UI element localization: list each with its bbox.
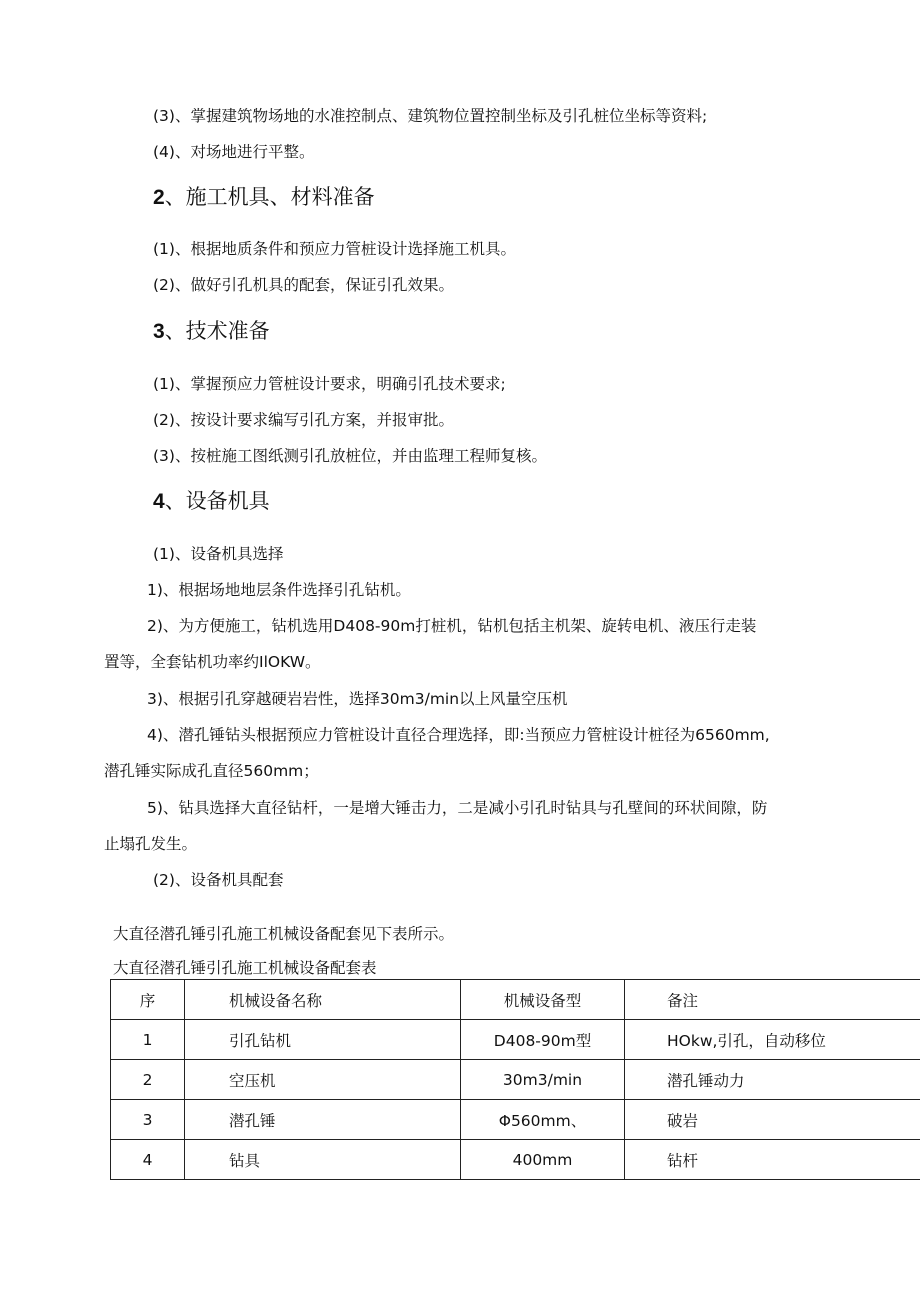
cell-remarks: 潜孔锤动力: [625, 1060, 920, 1100]
table-caption: 大直径潜孔锤引孔施工机械设备配套表: [113, 959, 377, 977]
cell-name: 潜孔锤: [185, 1100, 461, 1140]
section-title: 、施工机具、材料准备: [164, 185, 375, 209]
cell-index: 1: [111, 1020, 185, 1060]
paragraph-hammer-bit-line2: 潜孔锤实际成孔直径560mm；: [104, 762, 319, 780]
cell-index: 4: [111, 1140, 185, 1180]
section-number: 2: [153, 186, 165, 209]
cell-remarks: 钻杆: [625, 1140, 920, 1180]
list-item-select-machinery: (1)、根据地质条件和预应力管桩设计选择施工机具。: [153, 240, 516, 258]
cell-remarks: HOkw,引孔，自动移位: [625, 1020, 920, 1060]
header-cell-name: 机械设备名称: [185, 980, 461, 1020]
cell-index: 2: [111, 1060, 185, 1100]
subsection-equipment-matching: (2)、设备机具配套: [153, 871, 284, 889]
subsection-equipment-selection: (1)、设备机具选择: [153, 545, 284, 563]
paragraph-air-compressor: 3)、根据引孔穿越硬岩岩性，选择30m3∕min以上风量空压机: [147, 690, 568, 708]
cell-model: Φ560mm、: [461, 1100, 625, 1140]
list-item-site-control-points: (3)、掌握建筑物场地的水准控制点、建筑物位置控制坐标及引孔桩位坐标等资料;: [153, 107, 708, 125]
table-row: [111, 1020, 920, 1060]
section-title: 、设备机具: [164, 489, 270, 513]
table-row: [111, 1140, 920, 1180]
list-item-machinery-matching: (2)、做好引孔机具的配套，保证引孔效果。: [153, 276, 454, 294]
list-item-pile-position-survey: (3)、按桩施工图纸测引孔放桩位，并由监理工程师复核。: [153, 447, 547, 465]
paragraph-drill-rod-line1: 5)、钻具选择大直径钻杆，一是增大锤击力，二是减小引孔时钻具与孔壁间的环状间隙，防: [147, 799, 768, 817]
section-number: 3: [153, 320, 165, 343]
table-row: [111, 1060, 920, 1100]
cell-remarks: 破岩: [625, 1100, 920, 1140]
section-heading-equipment-materials: [153, 184, 375, 211]
paragraph-drill-rod-line2: 止塌孔发生。: [104, 835, 198, 853]
list-item-site-leveling: (4)、对场地进行平整。: [153, 143, 315, 161]
paragraph-hammer-bit-line1: 4)、潜孔锤钻头根据预应力管桩设计直径合理选择，即:当预应力管桩设计桩径为6560mm,: [147, 726, 770, 744]
cell-model: D408-90m型: [461, 1020, 625, 1060]
section-title: 、技术准备: [164, 319, 270, 343]
table-row: [111, 1100, 920, 1140]
paragraph-drill-rig-line2: 置等，全套钻机功率约IlOKW。: [104, 653, 321, 671]
header-cell-remarks: 备注: [625, 980, 920, 1020]
cell-name: 空压机: [185, 1060, 461, 1100]
section-number: 4: [153, 490, 165, 513]
cell-name: 引孔钻机: [185, 1020, 461, 1060]
cell-index: 3: [111, 1100, 185, 1140]
table-intro: 大直径潜孔锤引孔施工机械设备配套见下表所示。: [113, 925, 455, 943]
section-heading-technical-preparation: [153, 318, 270, 345]
header-cell-model: 机械设备型: [461, 980, 625, 1020]
header-cell-index: 序: [111, 980, 185, 1020]
paragraph-drill-rig-line1: 2)、为方便施工，钻机选用D408-90m打桩机，钻机包括主机架、旋转电机、液压行走装: [147, 617, 757, 635]
table-header-row: [111, 980, 920, 1020]
cell-model: 400mm: [461, 1140, 625, 1180]
section-heading-equipment: [153, 488, 270, 515]
paragraph-drill-selection: 1)、根据场地地层条件选择引孔钻机。: [147, 581, 411, 599]
equipment-table: [110, 979, 920, 1180]
cell-name: 钻具: [185, 1140, 461, 1180]
list-item-drilling-plan: (2)、按设计要求编写引孔方案，并报审批。: [153, 411, 454, 429]
cell-model: 30m3∕min: [461, 1060, 625, 1100]
list-item-design-requirements: (1)、掌握预应力管桩设计要求，明确引孔技术要求;: [153, 375, 506, 393]
